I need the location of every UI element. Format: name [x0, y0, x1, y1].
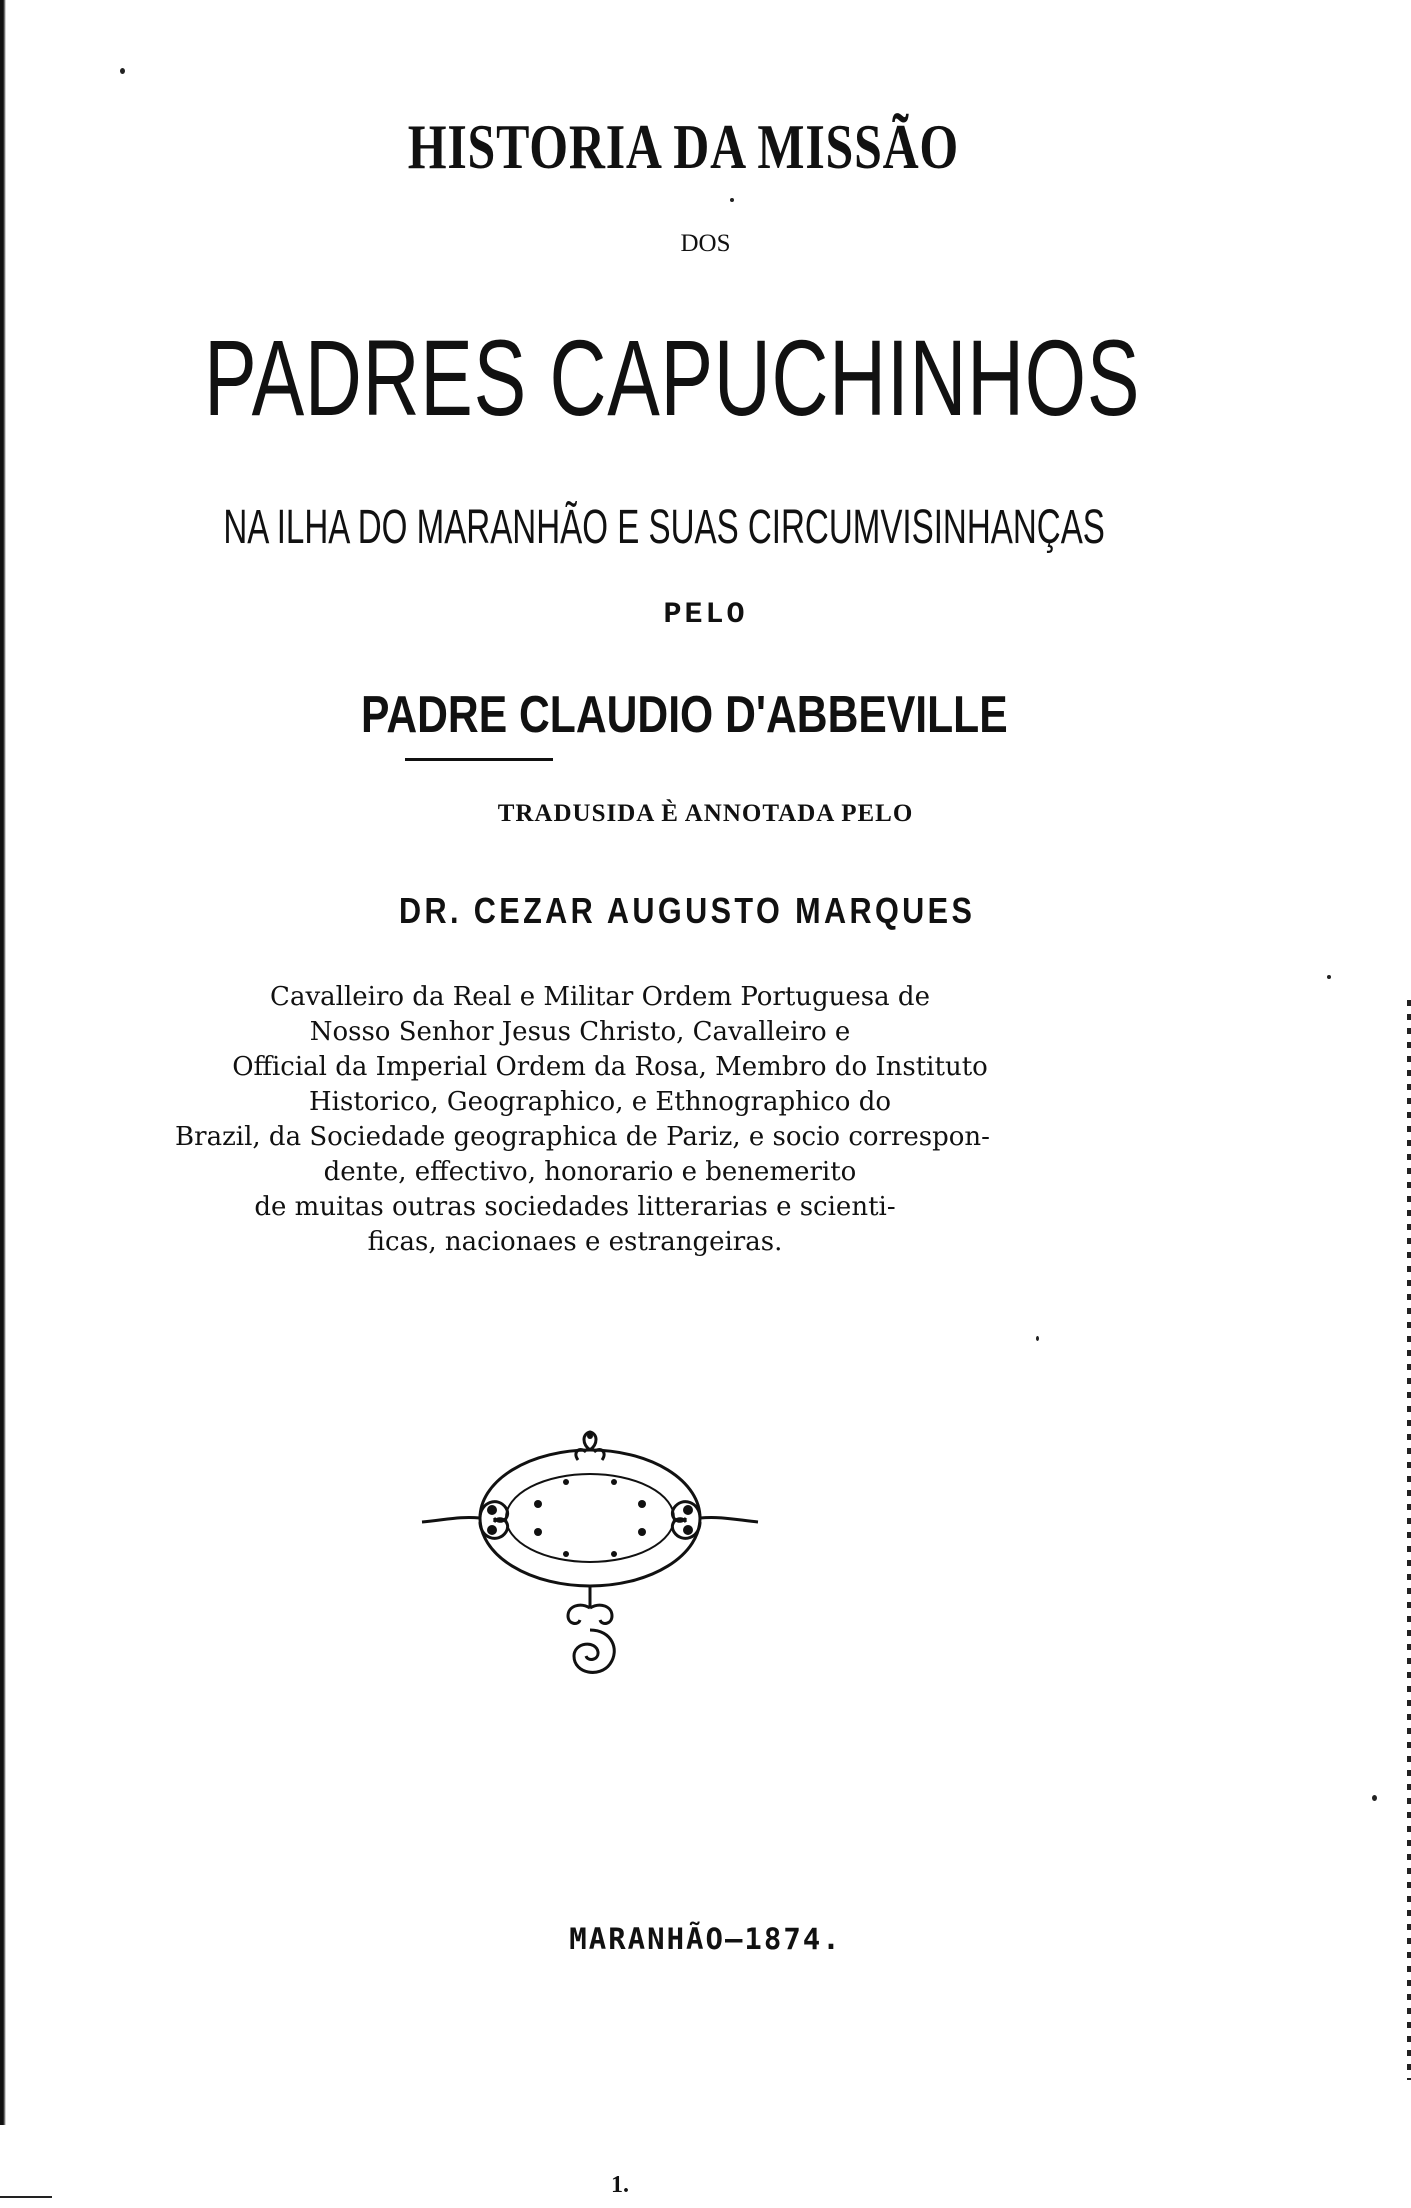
printers-flourish-icon [420, 1430, 760, 1700]
scan-speck [730, 198, 734, 202]
translator-name: DR. CEZAR AUGUSTO MARQUES [398, 890, 976, 931]
translation-note: TRADUSIDA È ANNOTADA PELO [497, 800, 914, 827]
page-folio: 1. [611, 2172, 629, 2198]
title-line-subtitle: NA ILHA DO MARANHÃO E SUAS CIRCUMVISINHANÇAS [223, 501, 1105, 554]
scan-speck [1036, 1336, 1039, 1341]
credentials-line: Cavalleiro da Real e Militar Ordem Portuguesa de [270, 982, 930, 1012]
title-line-padres-capuchinhos: PADRES CAPUCHINHOS [204, 317, 1141, 438]
scan-speck [1372, 1795, 1377, 1801]
scan-speck [120, 68, 125, 74]
credentials-line: de muitas outras sociedades litterarias e scienti- [254, 1192, 896, 1222]
title-line-dos: DOS [680, 230, 731, 257]
title-line-pelo: PELO [663, 598, 748, 632]
title-line-historia: HISTORIA DA MISSÃO [407, 111, 960, 182]
credentials-line: ficas, nacionaes e estrangeiras. [367, 1227, 783, 1257]
author-underline [405, 758, 553, 761]
scan-speck [1327, 975, 1331, 979]
credentials-line: Nosso Senhor Jesus Christo, Cavalleiro e [309, 1017, 851, 1047]
imprint-place-date: MARANHÃO—1874. [569, 1922, 842, 1956]
credentials-line: Official da Imperial Ordem da Rosa, Membro do Instituto [232, 1052, 988, 1082]
translator-credentials [0, 980, 1411, 1260]
author-name: PADRE CLAUDIO D'ABBEVILLE [361, 686, 1008, 744]
credentials-line: Brazil, da Sociedade geographica de Pariz, e socio correspon- [175, 1122, 990, 1152]
credentials-line: Historico, Geographico, e Ethnographico do [308, 1087, 892, 1117]
credentials-line: dente, effectivo, honorario e benemerito [323, 1157, 857, 1187]
